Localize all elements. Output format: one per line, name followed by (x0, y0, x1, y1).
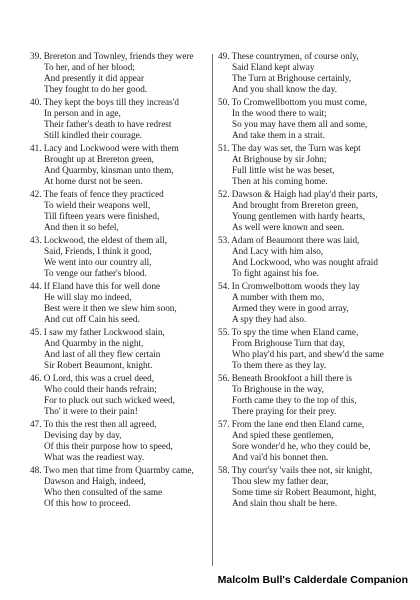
stanza-line: Devising day by day, (44, 430, 122, 440)
stanza (218, 235, 404, 279)
stanza-line: Their father's death to have redrest (44, 119, 172, 129)
stanza-line: To wield their weapons well, (44, 200, 151, 210)
stanza-line: To Brighouse in the way, (232, 384, 324, 394)
stanza-line: The Turn at Brighouse certainly, (232, 73, 352, 83)
stanza-first-line: 54. In Cromwelbottom woods they lay (218, 281, 360, 291)
stanza-line: Thou slew my father dear, (232, 476, 329, 486)
stanza-line: Who play'd his part, and shew'd the same (232, 349, 384, 359)
stanza-line: We went into our country all, (44, 257, 152, 267)
stanza-line: From Brighouse Turn that day, (232, 338, 345, 348)
column-divider (212, 54, 213, 566)
stanza-line: And then it so befel, (44, 222, 119, 232)
stanza-line: Then at his coming home. (232, 176, 328, 186)
stanza (218, 143, 404, 187)
stanza (30, 51, 216, 95)
stanza-line: Forth came they to the top of this, (232, 395, 357, 405)
stanza-first-line: 43. Lockwood, the eldest of them all, (30, 235, 168, 245)
stanza-line: And last of all they flew certain (44, 349, 161, 359)
stanza-first-line: 56. Beneath Brookfoot a hill there is (218, 373, 352, 383)
stanza-first-line: 50. To Cromwellbottom you must come, (218, 97, 367, 107)
stanza-first-line: 47. To this the rest then all agreed, (30, 419, 157, 429)
stanza (218, 327, 404, 371)
stanza-line: To fight against his foe. (232, 268, 319, 278)
stanza-line: And brought from Brereton green, (232, 200, 359, 210)
stanza-line: And Lockwood, who was nought afraid (232, 257, 378, 267)
stanza-first-line: 55. To spy the time when Eland came, (218, 327, 359, 337)
stanza-first-line: 41. Lacy and Lockwood were with them (30, 143, 179, 153)
stanza-line: A spy they had also. (232, 314, 307, 324)
stanza-line: Said, Friends, I think it good, (44, 246, 152, 256)
stanza (218, 465, 404, 509)
stanza (30, 97, 216, 141)
stanza-first-line: 52. Dawson & Haigh had play'd their parts, (218, 189, 378, 199)
stanza-line: For to pluck out such wicked weed, (44, 395, 175, 405)
stanza (218, 97, 404, 141)
stanza-line: And presently it did appear (44, 73, 145, 83)
stanza-line: Dawson and Haigh, indeed, (44, 476, 146, 486)
stanza (30, 327, 216, 371)
stanza-first-line: 40. They kept the boys till they increas'd (30, 97, 179, 107)
stanza-line: A number with them mo, (232, 292, 325, 302)
stanza-line: To her, and of her blood; (44, 62, 135, 72)
stanza-first-line: 44. If Eland have this for well done (30, 281, 161, 291)
stanza-line: And Quarmby in the night, (44, 338, 144, 348)
stanza (218, 189, 404, 233)
stanza-line: In person and in age, (44, 108, 121, 118)
stanza-line: Who could their hands refrain; (44, 384, 157, 394)
stanza (218, 281, 404, 325)
stanza-first-line: 45. I saw my father Lockwood slain, (30, 327, 165, 337)
stanza-line: And spied these gentlemen, (232, 430, 334, 440)
stanza-line: To them there as they lay. (232, 360, 327, 370)
stanza (30, 189, 216, 233)
stanza (30, 143, 216, 187)
stanza-line: Of this how to proceed. (44, 498, 131, 508)
stanza (30, 281, 216, 325)
stanza-line: Armed they were in good array, (232, 303, 349, 313)
stanza-line: Full little wist he was beset, (232, 165, 335, 175)
stanza-first-line: 39. Brereton and Townley, friends they were (30, 51, 194, 61)
stanza-line: Sore wonder'd he, who they could be, (232, 441, 371, 451)
stanza-line: At home durst not be seen. (44, 176, 143, 186)
stanza-line: And cut off Cain his seed. (44, 314, 140, 324)
stanza-line: And vai'd his bonnet then. (232, 452, 329, 462)
stanza-line: To venge our father's blood. (44, 268, 147, 278)
stanza-first-line: 48. Two men that time from Quarmby came, (30, 465, 194, 475)
stanza-first-line: 46. O Lord, this was a cruel deed, (30, 373, 154, 383)
stanza (218, 51, 404, 95)
stanza-first-line: 58. Thy court'sy 'vails thee not, sir knight, (218, 465, 373, 475)
stanza (30, 465, 216, 509)
stanza-line: Best were it then we slew him soon, (44, 303, 177, 313)
stanza-line: And you shall know the day. (232, 84, 338, 94)
ballad-column-left (30, 51, 216, 511)
stanza (218, 419, 404, 463)
stanza-line: And take them in a strait. (232, 130, 325, 140)
stanza-line: And Lacy with him also, (232, 246, 324, 256)
stanza-line: As well were known and seen. (232, 222, 345, 232)
stanza-line: Tho' it were to their pain! (44, 406, 138, 416)
stanza-line: At Brighouse by sir John; (232, 154, 327, 164)
stanza-first-line: 42. The feats of fence they practiced (30, 189, 164, 199)
stanza-line: He will slay mo indeed, (44, 292, 132, 302)
stanza-line: And slain thou shalt be here. (232, 498, 338, 508)
stanza-first-line: 49. These countrymen, of course only, (218, 51, 359, 61)
stanza-line: Young gentlemen with hardy hearts, (232, 211, 366, 221)
ballad-column-right (218, 51, 404, 511)
stanza-line: Who then consulted of the same (44, 487, 163, 497)
stanza-line: Still kindled their courage. (44, 130, 142, 140)
stanza-line: Said Eland kept alway (232, 62, 315, 72)
stanza-line: Till fifteen years were finished, (44, 211, 160, 221)
stanza-line: And Quarmby, kinsman unto them, (44, 165, 174, 175)
stanza-first-line: 51. The day was set, the Turn was kept (218, 143, 361, 153)
stanza-line: Sir Robert Beaumont, knight. (44, 360, 153, 370)
stanza-line: So you may have them all and some, (232, 119, 368, 129)
stanza-line: Brought up at Brereton green, (44, 154, 154, 164)
stanza-line: What was the readiest way. (44, 452, 145, 462)
stanza (30, 235, 216, 279)
source-credit: Malcolm Bull's Calderdale Companion (217, 574, 408, 586)
stanza-line: They fought to do her good. (44, 84, 148, 94)
stanza (30, 419, 216, 463)
stanza-line: In the wood there to wait; (232, 108, 327, 118)
stanza (30, 373, 216, 417)
stanza-first-line: 53. Adam of Beaumont there was laid, (218, 235, 360, 245)
stanza-line: Some time sir Robert Beaumont, hight, (232, 487, 377, 497)
stanza (218, 373, 404, 417)
stanza-line: Of this their purpose how to speed, (44, 441, 173, 451)
stanza-line: There praying for their prey. (232, 406, 337, 416)
stanza-first-line: 57. From the lane end then Eland came, (218, 419, 365, 429)
